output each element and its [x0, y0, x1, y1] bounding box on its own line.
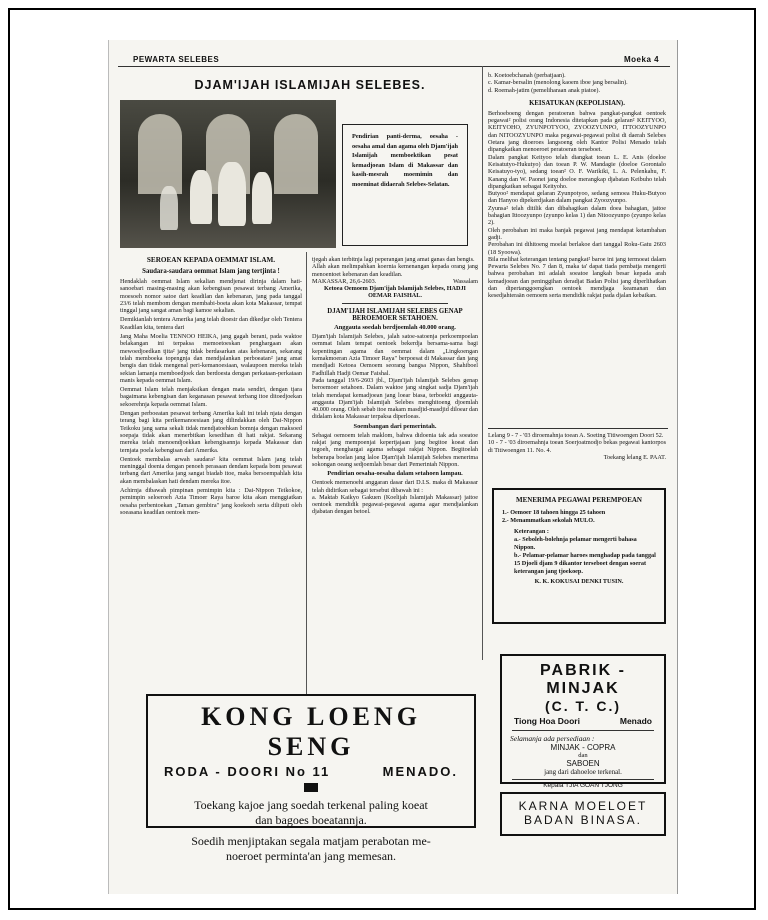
paragraph: Allah akan melimpahkan koernia kemenangan kepada orang jang menoentoet kebenaran dan keadilan.: [312, 263, 478, 278]
paragraph: Zyunsa² telah ditilik dan dibahagikan dalam doea bahagian, jaitoe bahagian Ittoozyunpo (zyunpo kelas 1) dan Nitoozyunpo (zyunpo kelas 2).: [488, 204, 666, 227]
pegawai-note: a.- Seboleh-bolehnja pelamar mengerti bahasa Nippon.: [514, 536, 637, 551]
page-number: Moeka 4: [624, 55, 660, 64]
seroean-subheading: Saudara-saudara oemmat Islam jang tertjinta !: [142, 268, 280, 275]
pabrik-ad: [500, 654, 666, 789]
photo-caption: Pendirian panti-derma, oesaha - oesaha amal dan agama oleh Djam'ijah Islamijah memboektikan pesat kemadjoean Islam di Makassar dan kasih-mesrah moemimin dan moeminat didaerah Selebes-Selatan.: [352, 133, 458, 188]
list-item: c. Kamar-bersalin (menolong kaoem iboe jang bersalin).: [488, 79, 628, 87]
paragraph: Dalam pangkat Keityoo telah diangkat toean L. E. Anis (doeloe Keisatutyo-Hukutyo) dan toean P. W. Mandagie (doeloe Gorontalo Keisatuyo-tyo), sedang toean² O. F. Warikiki, L. A. Pelenkahu, F. Kanang dan W. Paonei jang doeloe merangkap djabatan Keibuho telah dipangkatkan sebagai Keityoho.: [488, 153, 666, 190]
pegawai-ad: [492, 488, 666, 624]
paragraph: Pada tanggal 19/6-2603 jbl., Djam'ijah Islamijah Selebes genap beroemoer setahoen. Dalam waktoe jang singkat sadja Djam'ijah telah mendapat kemadjoean jang loear biasa, terboekti anggauta-anggauta Djam'ijah Islamijah Selebes menghitoeng djoemlah 40.000 orang. Oleh sebab itoe makam masdjid-masdjid diloear dan didalam kota Makassar terpaksa diperloeas.: [312, 376, 478, 421]
paragraph: Oentoek memenoehi anggaran dasar dari D.I.S. maka di Makassar telah didirikan sebagai tersebut dibawah ini :: [312, 479, 478, 494]
kong-line: Toekang kajoe jang soedah terkenal paling koeat: [194, 798, 428, 812]
paragraph: Sebagai oemoem telah maklom, bahwa didoenia tak ada soeatoe rakjat jang mempoenjai kepertjajaan jang begitoe koeat dan tegoeh, menghargai agama sebagai rakjat Nippon. Begitoelah beberapa boelan jang laloe Djam'ijah Islamijah Selebes menerima sokongan oeang sedjoemlah besar dari Pemerintah Nippon.: [312, 431, 478, 468]
pegawai-keterangan: Keterangan :: [514, 528, 549, 535]
pabrik-address: Tiong Hoa Doori: [514, 716, 580, 726]
paragraph: Butyoo² mendapat gelaran Zyunpotyoo, sedang semoea Huku-Butyoo dan Hanyoo dipekerdjakan dalam pangkat Zyoozyunpo.: [488, 190, 666, 205]
lelang-notice: [488, 432, 666, 461]
lelang-line: Lelang 9 - 7 - '03 diroemahnja toean A. Soeting Titiwoengen Doori 52.: [488, 432, 664, 439]
column-divider: [482, 66, 483, 660]
kong-line: dan bagoes boeatannja.: [255, 813, 367, 827]
pabrik-quality: jang dari dahoeloe terkenal.: [544, 768, 622, 776]
paragraph: Oemmat Islam telah menjaksikan dengan mata sendiri, dengan tjara bagaimana kebengisan dan keganasan pesawat terbang itoe ditoedjoekan sekoerehnja kepada oemmat Islam.: [120, 386, 302, 408]
header-rule: [118, 66, 670, 67]
article-title: DJAM'IJAH ISLAMIJAH SELEBES.: [194, 78, 426, 92]
karna-line: BADAN BINASA.: [523, 813, 643, 827]
paragraph: Bila melihat keterangan tentang pangkat² baroe ini jang termoeat dalam Pewarta Selebes No. 7 dan 8, maka ta' dapat tiada pembatja mengerti bahwa perobahan ini adalah soeatoe langkah besar kepada arah kemadjoean dan peninggihan deradjat Badan Polisi jang diperlihatkan dan dipertanggoengkan oentoek mendjaga keamanan dan kesedjahteraän oemoem serta mendidik rakjat pada djalan kebaikan.: [488, 255, 666, 300]
pabrik-city: Menado: [619, 716, 652, 726]
paragraph: Hendaklah oemmat Islam sekalian mendjenat dirinja dalam hati-sanoebari masing-masing akan kebengisan pesawat terbang Amerika, moesoeh nomor satoe dari keadilan dan kebenaran, jang pada tanggal 23/6 telah membom dengan membabi-boeta akan kota Makassar, tempat tinggal jang sangat aman bagi kamoe sekalian.: [120, 278, 302, 315]
photo-caption-box: [342, 124, 468, 246]
lelang-auctioneer: Toekang lelang E. PAAT.: [603, 453, 666, 461]
kong-name: KONG LOENG SENG: [201, 702, 421, 761]
pegawai-note: b.- Pelamar-pelamar haroes menghadap pada tanggal 15 Djoeli djam 9 dikantor terseboet dengan soerat keterangan jang tjoekoep.: [514, 552, 656, 575]
paragraph: Berhoeboeng dengan peratoeran bahwa pangkat-pangkat oentoek pegawai² polisi orang Indonesia ditetapkan pada gelaran² KEITYOO, KEITYOHO, ZYUNPOTYOO, ZYOOZYUNPO, ITTOOZYUNPO dan NITOOZYUNPO maka pegawai-pegawai polisi di daerah Selebes Oetara jang dioeroes langsoeng oleh Kantor Polisi Menado telah dipangkatkan menoeroet peratoeran terseboet.: [488, 109, 666, 154]
list-item: a. Maktab Kaikyo Gakuen (Koelijah Islamijah Makassar) jaitoe oentoek mendidik pegawai-pegawai agama agar mendjalankan djabatan dengan betoel.: [312, 493, 478, 516]
kong-city: MENADO.: [382, 764, 458, 779]
pabrik-initials: (C. T. C.): [545, 698, 621, 714]
paragraph: Dengan perboeatan pesawat terbang Amerika kali ini telah njata dengan terang bagi kita perikemanoesiaan jang dilindakkan oleh Dai-Nippon Teikoku jang sama sekali tidak mendjatoehkan bomnja dengan maksoed soepaja tidak akan menerbitkan kesedihan di hati rakjat. Sekarang mereka telah menoendjoekkan kebengisannja kepada Makassar dan ternjata poela kebengisan dari Amerika.: [120, 410, 302, 454]
genap-heading: DJAM'IJAH ISLAMIJAH SELEBES GENAP BEROEMOER SETAHOEN.: [327, 308, 463, 323]
kong-address: RODA - DOORI No 11: [164, 764, 331, 779]
mosque-photo: [120, 100, 336, 248]
kong-line: Soedih menjiptakan segala matjam perabotan me-: [191, 834, 431, 848]
list-item: b. Koetoebchanah (perbatjaan).: [488, 72, 566, 79]
pegawai-title: MENERIMA PEGAWAI PEREMPOEAN: [515, 496, 642, 504]
paragraph: Djam'ijah Islamijah Selebes, jalah satoe-satoenja perkoempoelan oemmat Islam tempat oentoek bekerdja bersama-sama bagi kepentingan agama dan oemmat dalam „Lingkoengan kemakmoeran Azia Timoer Raya" berpoesat di Makassar dan jang mendjadi Ketoea Oemoem seorang bangsa Nippon, Shahiboel Fadhillah Hadji Oemar Faishal.: [312, 333, 478, 377]
sombangan-heading: Soembangan dari pemerintah.: [353, 422, 437, 430]
signature-place: MAKASSAR, 26,6-2603.: [312, 277, 377, 285]
paragraph: tjegah akan terbitnja lagi peperangan jang amat ganas dan bengis.: [312, 256, 475, 263]
paper-name: PEWARTA SELEBES: [133, 55, 220, 64]
paragraph: Jang Maha Moelia TENNOO HEIKA, jang gagah berani, pada waktoe belakangan ini terpaksa memoetoeskan penghargaan akan mewoedjoedkan tjita² jang tidak berdasarkan atas kebenaran, sekarang telah memboeka topengnja dan mendjalankan perboeatan² jang amat bengis dan tidak mengenal peri-kemanoesiaan, walaupoen mereka telah sekian lamanja memboedjoek dan berdoesta dengan perkataan-perkataan manis kepada oemmat Islam.: [120, 333, 302, 384]
genap-subheading: Anggauta soedah berdjoemlah 40.000 orang.: [334, 324, 456, 332]
paragraph: Oentoek membalas arwah saudara² kita oemmat Islam jang telah meninggal doenia dengan penoeh perasaan dendam kepada bom pesawat terbang dari Amerika jang sangat biadab itoe, maka bersoempahlah kita akan membalaskan hati dendam mereka itoe.: [120, 455, 302, 485]
column-divider: [306, 252, 307, 694]
pegawai-item: 2.- Menammatkan sekolah MULO.: [502, 517, 595, 524]
section-rule: [488, 428, 668, 429]
seroean-heading: SEROEAN KEPADA OEMMAT ISLAM.: [146, 256, 276, 264]
column-2: [312, 256, 478, 516]
pabrik-product: MINJAK - COPRA: [550, 743, 616, 752]
kong-loeng-seng-ad: [146, 694, 476, 863]
keisatukan-heading: KEISATUKAN (KEPOLISIAN).: [529, 99, 625, 107]
column-3: [488, 72, 666, 300]
pendirian-heading: Pendirian oesaha-oesaha dalam setahoen lampau.: [327, 470, 463, 478]
signature-name: Ketoea Oemoem Djam'ijah Islamijah Selebes, HADJI OEMAR FAISHAL.: [324, 285, 466, 300]
pegawai-company: K. K. KOKUSAI DENKI TUSIN.: [534, 578, 624, 585]
pegawai-item: 1.- Oemoer 18 tahoen hingga 25 tahoen: [502, 509, 606, 516]
list-item: d. Roemah-jatim (pemeliharaan anak piatoe).: [488, 86, 601, 94]
signature-word: Wassalam: [453, 277, 478, 285]
pabrik-product: SABOEN: [566, 759, 600, 768]
paragraph: Oleh perobahan ini maka banjak pegawai jang mendapat ketambahan gadji.: [488, 226, 666, 241]
pabrik-tagline: Selamanja ada persediaan :: [510, 734, 595, 743]
paragraph: Perobahan ini dihitoeng moelai berlakoe dari tanggal Roku-Gatu 2603 (18 Syoowa).: [488, 241, 666, 256]
paragraph: Achirnja dibawah pimpinan pemimpin kita : Dai-Nippon Teikokoe, pemimpin seloeroeh Azia Timoer Raya baroe kita akan menggiatkan oesaha perbentoekan „Taman gembira" jang koekoeh serta diliputi oleh soeasana keadilan oentoek men-: [120, 487, 302, 516]
lelang-line: 10 - 7 - '03 diroemahnja toean Soerjoatmodjo bekas pegawai kantorpos di Titiwoengen 11. No. 4.: [488, 439, 666, 454]
karna-line: KARNA MOELOET: [518, 799, 648, 813]
karna-ad: [500, 792, 666, 836]
column-1: [120, 256, 302, 516]
separator-block: [304, 783, 318, 792]
pabrik-name: PABRIK - MINJAK: [540, 662, 626, 697]
pabrik-owner: Kepala TJIA GOAN TJONG: [543, 782, 623, 789]
pabrik-dan: dan: [578, 752, 588, 759]
paragraph: Demikianlah tentera Amerika jang telah dioesir dan dikedjar oleh Tentera Keadilan kita, tentera dari: [120, 316, 302, 331]
kong-line: noeroet perminta'an jang memesan.: [225, 849, 397, 863]
